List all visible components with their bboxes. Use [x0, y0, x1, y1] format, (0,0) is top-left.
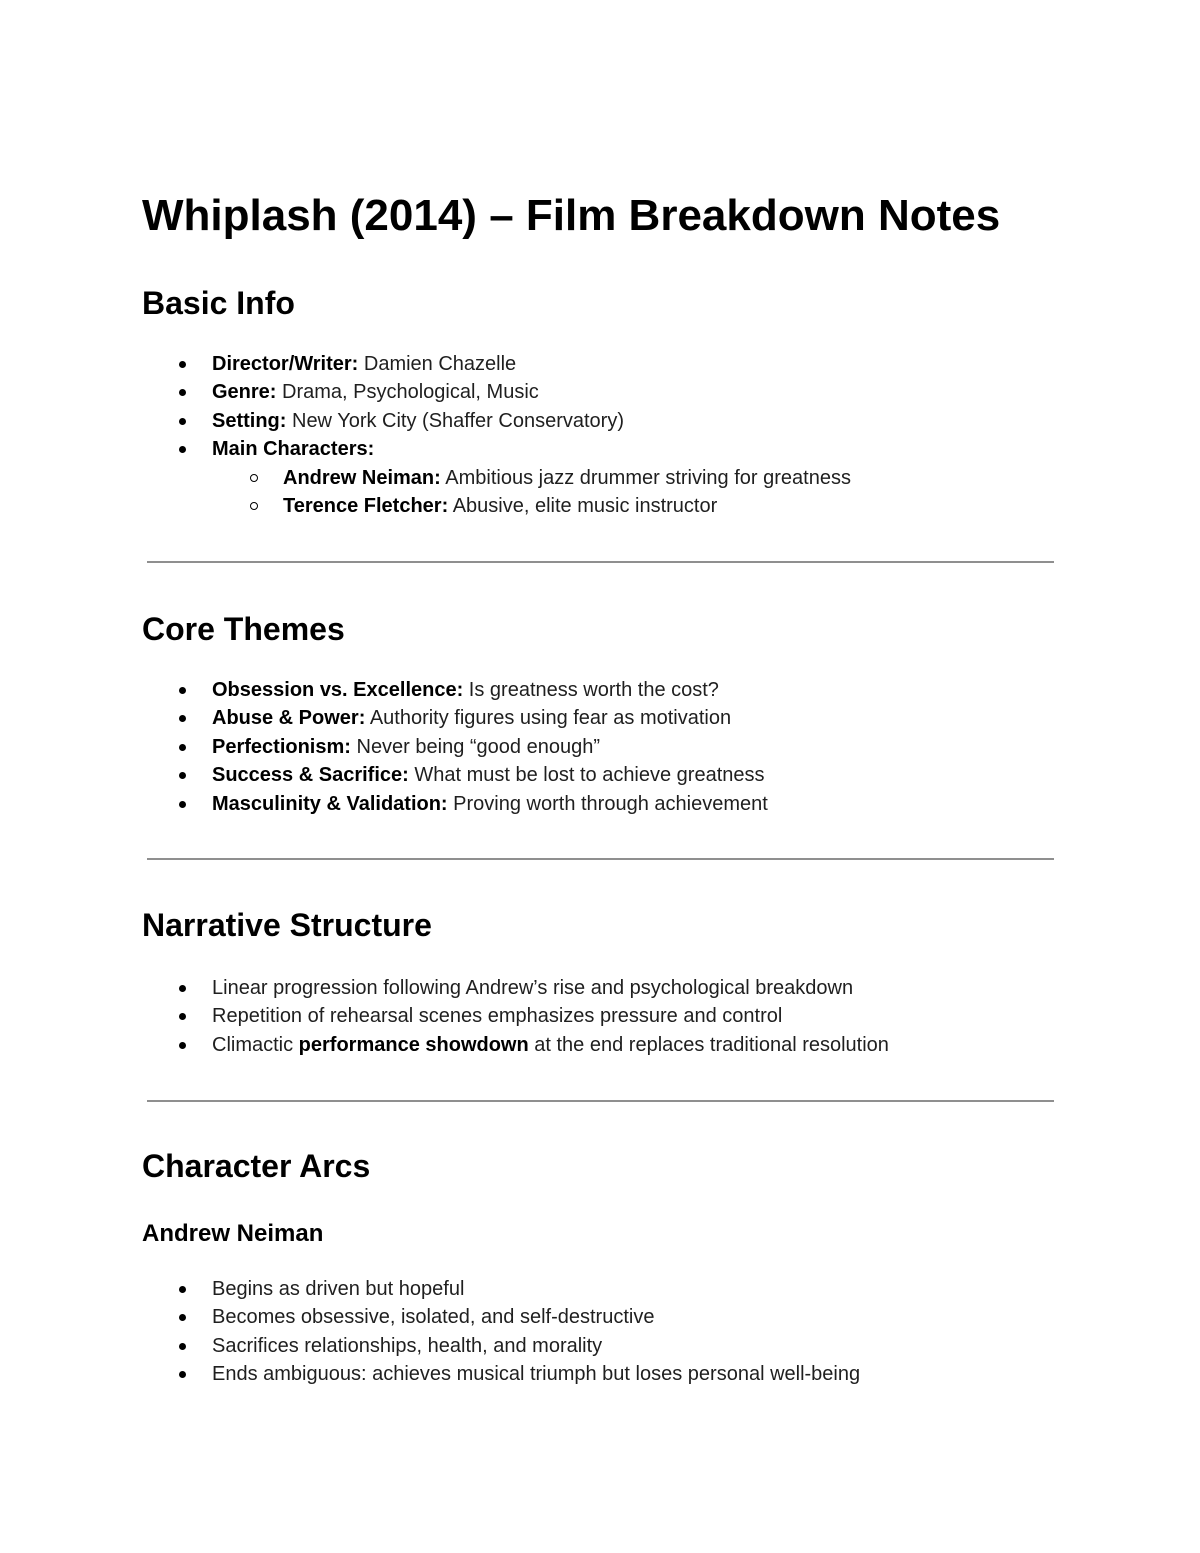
hollow-bullet-icon	[250, 502, 258, 510]
item-term: Terence Fletcher:	[283, 494, 449, 517]
bullet-icon	[179, 1343, 186, 1350]
item-text: Ambitious jazz drummer striving for greatness	[440, 466, 851, 489]
bullet-icon	[179, 1042, 186, 1049]
list-item	[142, 1360, 860, 1388]
item-text: Drama, Psychological, Music	[276, 381, 539, 404]
bullet-icon	[179, 418, 186, 425]
bullet-icon	[179, 1371, 186, 1378]
list-item	[142, 407, 851, 435]
bullet-icon	[179, 801, 186, 808]
item-text: Authority figures using fear as motivation	[365, 707, 732, 730]
section-heading-narrative-structure: Narrative Structure	[142, 907, 432, 943]
bullet-icon	[179, 1286, 186, 1293]
item-term: Genre:	[212, 381, 277, 404]
item-term: Andrew Neiman:	[283, 466, 441, 489]
sub-list-item	[142, 464, 851, 492]
narrative-structure-list	[142, 974, 889, 1059]
horizontal-divider	[147, 561, 1054, 563]
item-term: Abuse & Power:	[212, 707, 366, 730]
bullet-icon	[179, 1314, 186, 1321]
list-item	[142, 761, 768, 789]
section-heading-core-themes: Core Themes	[142, 611, 345, 647]
bullet-icon	[179, 772, 186, 779]
item-text: Is greatness worth the cost?	[463, 679, 719, 701]
list-item	[142, 676, 768, 704]
item-term: Obsession vs. Excellence:	[212, 679, 464, 701]
item-term: Perfectionism:	[212, 735, 351, 758]
list-item	[142, 704, 768, 732]
section-heading-character-arcs: Character Arcs	[142, 1148, 371, 1184]
item-term: Main Characters:	[212, 438, 375, 461]
bullet-icon	[179, 361, 186, 368]
section-heading-basic-info: Basic Info	[142, 285, 295, 321]
list-item	[142, 1002, 889, 1030]
list-item	[142, 1303, 860, 1331]
item-text: Sacrifices relationships, health, and morality	[212, 1334, 603, 1357]
list-item	[142, 1332, 860, 1360]
document-title: Whiplash (2014) – Film Breakdown Notes	[142, 191, 1001, 240]
bullet-icon	[179, 744, 186, 751]
item-term: Success & Sacrifice:	[212, 764, 409, 787]
item-text: Becomes obsessive, isolated, and self-destructive	[212, 1306, 655, 1329]
item-text: Ends ambiguous: achieves musical triumph but loses personal well-being	[212, 1363, 861, 1386]
andrew-arc-list	[142, 1275, 860, 1389]
subsection-heading-andrew-neiman: Andrew Neiman	[142, 1220, 324, 1247]
bullet-icon	[179, 985, 186, 992]
sub-list-item	[142, 492, 851, 520]
bullet-icon	[179, 389, 186, 396]
list-item	[142, 435, 851, 463]
list-item	[142, 1031, 889, 1059]
list-item	[142, 350, 851, 378]
item-text-after: at the end replaces traditional resolution	[528, 1033, 889, 1056]
bullet-icon	[179, 687, 186, 694]
hollow-bullet-icon	[250, 474, 258, 482]
item-text: Abusive, elite music instructor	[448, 494, 718, 517]
item-emphasis: performance showdown	[298, 1033, 529, 1056]
list-item	[142, 733, 768, 761]
basic-info-list	[142, 350, 851, 520]
item-text: New York City (Shaffer Conservatory)	[286, 409, 624, 432]
list-item	[142, 1275, 860, 1303]
list-item	[142, 974, 889, 1002]
item-text: Never being “good enough”	[350, 735, 600, 758]
horizontal-divider	[147, 858, 1054, 860]
bullet-icon	[179, 715, 186, 722]
item-text: What must be lost to achieve greatness	[408, 764, 765, 787]
item-term: Masculinity & Validation:	[212, 792, 448, 815]
item-term: Director/Writer:	[212, 353, 359, 375]
item-text: Linear progression following Andrew’s rise and psychological breakdown	[212, 977, 854, 999]
bullet-icon	[179, 1013, 186, 1020]
item-text: Damien Chazelle	[358, 353, 517, 375]
horizontal-divider	[147, 1100, 1054, 1102]
item-text-before: Climactic	[212, 1033, 299, 1056]
bullet-icon	[179, 446, 186, 453]
item-text: Repetition of rehearsal scenes emphasizes pressure and control	[212, 1005, 783, 1028]
list-item	[142, 790, 768, 818]
list-item	[142, 378, 851, 406]
item-text: Begins as driven but hopeful	[212, 1278, 465, 1300]
core-themes-list	[142, 676, 768, 818]
item-text: Proving worth through achievement	[447, 792, 768, 815]
item-term: Setting:	[212, 409, 287, 432]
